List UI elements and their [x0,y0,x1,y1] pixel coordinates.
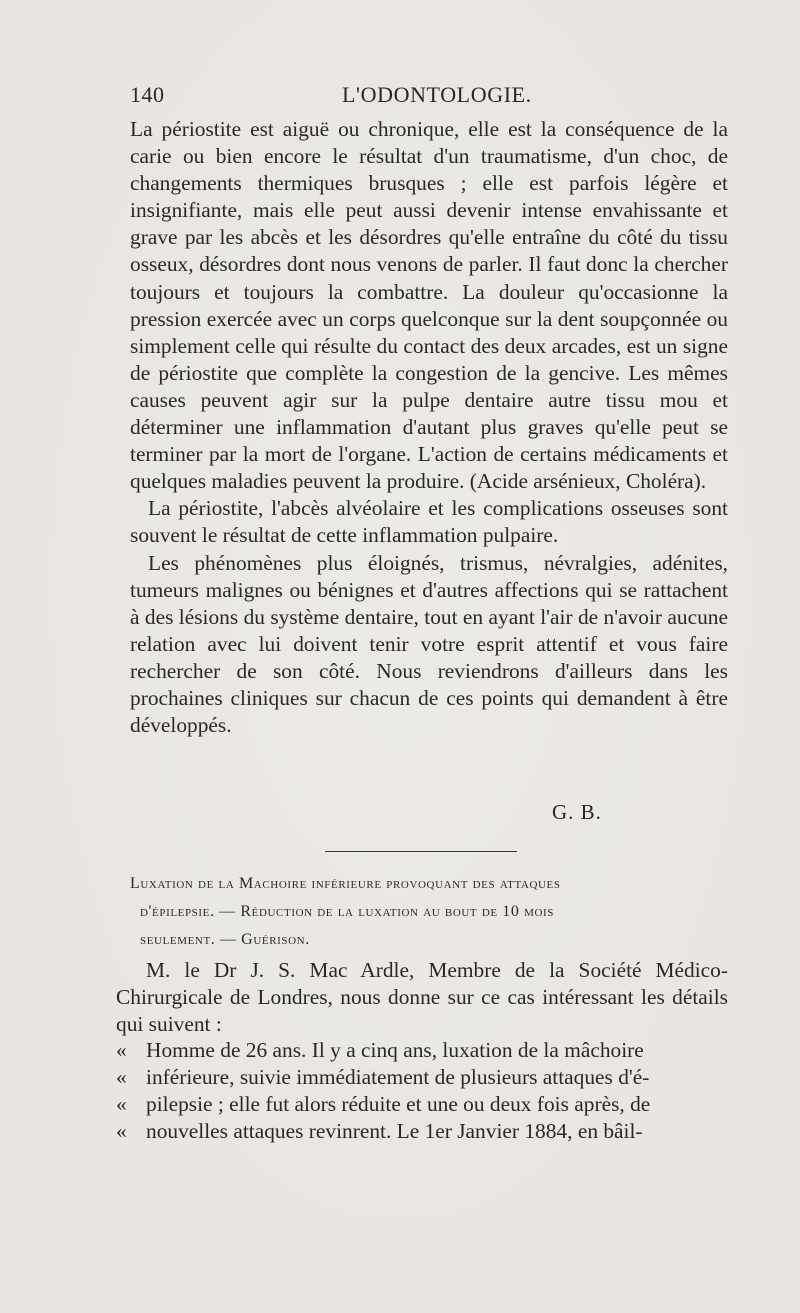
quote-mark: « [116,1038,127,1063]
quote-text: nouvelles attaques revinrent. Le 1er Janvier 1884, en bâil- [146,1118,643,1143]
section-divider [325,851,517,852]
quote-mark: « [116,1065,127,1090]
paragraph: La périostite, l'abcès alvéolaire et les complications osseuses sont souvent le résultat de cette inflammation pulpaire. [130,496,728,548]
running-title: L'ODONTOLOGIE. [342,82,532,107]
quote-mark: « [116,1091,127,1116]
quote-text: Homme de 26 ans. Il y a cinq ans, luxation de la mâchoire [146,1038,644,1063]
page-header [120,82,710,112]
case-intro: M. le Dr J. S. Mac Ardle, Membre de la Société Médico-Chirurgicale de Londres, nous donne sur ce cas intéressant les détails qui suivent : [116,958,728,1036]
article-body [130,116,728,739]
case-report [116,957,728,1145]
quote-line [116,1037,728,1064]
quote-text: pilepsie ; elle fut alors réduite et une ou deux fois après, de [146,1091,651,1116]
case-quote [116,1037,728,1144]
heading-line: seulement. — Guérison. [140,931,310,948]
page-number: 140 [130,82,165,107]
heading-line: d'épilepsie. — Réduction de la luxation au bout de 10 mois [140,903,554,920]
quote-line [116,1118,728,1145]
author-signature: G. B. [552,800,602,824]
quote-mark: « [116,1118,127,1143]
paragraph: La périostite est aiguë ou chronique, elle est la conséquence de la carie ou bien encore le résultat d'un traumatisme, d'un choc, de changements thermiques brusques ; elle est parfois légère et insignifiante, mais elle peut aussi devenir intense envahissante et grave par les abcès et les désordres qu'elle entraîne du côté du tissu osseux, désordres dont nous venons de parler. Il faut donc la chercher toujours et toujours la combattre. La douleur qu'occasionne la pression exercée avec un corps quelconque sur la dent soupçonnée ou simplement celle qui résulte du contact des deux arcades, est un signe de périostite que complète la congestion de la gencive. Les mêmes causes peuvent agir sur la pulpe dentaire autre tissu mou et déterminer une inflammation d'autant plus graves qu'elle peut se terminer par la mort de l'organe. L'action de certains médicaments et quelques maladies peuvent la produire. (Acide arsénieux, Choléra). [130,117,728,494]
heading-line: Luxation de la Machoire inférieure provoquant des attaques [130,875,561,892]
paragraph: Les phénomènes plus éloignés, trismus, névralgies, adénites, tumeurs malignes ou bénignes et d'autres affections qui se rattachent à des lésions du système dentaire, tout en ayant l'air de n'avoir aucune relation avec lui doivent tenir votre esprit attentif et vous faire rechercher de son côté. Nous reviendrons d'ailleurs dans les prochaines cliniques sur chacun de ces points qui demandent à être développés. [130,550,728,738]
quote-line [116,1064,728,1091]
quote-text: inférieure, suivie immédiatement de plusieurs attaques d'é- [146,1065,650,1090]
quote-line [116,1091,728,1118]
section-heading [130,870,728,954]
